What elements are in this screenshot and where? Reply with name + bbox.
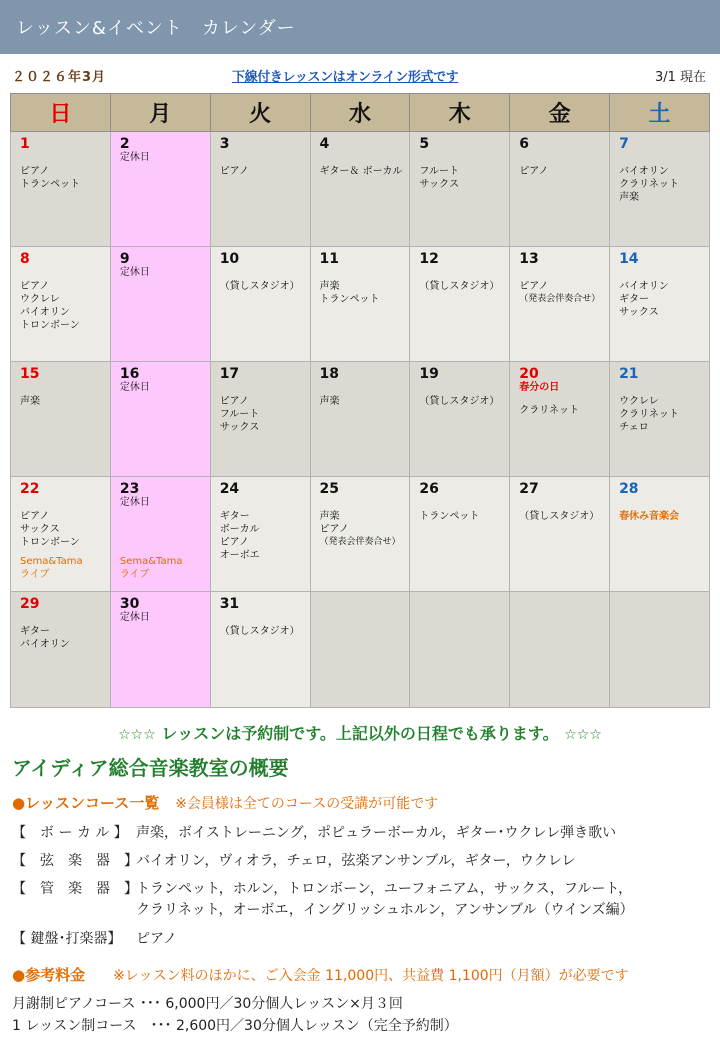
day-events: ピアノ サックス トロンボーン [20, 511, 80, 548]
course-category: 【 ボ ー カ ル 】 [12, 825, 128, 841]
day-cell[interactable] [11, 247, 111, 362]
day-number: 17 [219, 366, 240, 382]
day-number: 19 [419, 366, 439, 382]
day-events: ギター バイオリン [20, 626, 70, 650]
day-number: 27 [519, 481, 539, 497]
day-number: 8 [20, 251, 30, 267]
day-cell[interactable] [110, 477, 210, 592]
day-number: 29 [20, 596, 40, 612]
day-number: 12 [419, 251, 439, 267]
fees-note: ※レッスン料のほかに、ご入会金 11,000円、共益費 1,100円（月額）が必要です [113, 968, 629, 984]
closed-label: 定休日 [119, 382, 150, 393]
closed-label: 定休日 [119, 612, 150, 623]
closed-label: 定休日 [119, 497, 150, 508]
online-note-link[interactable]: 下線付きレッスンはオンライン形式です [232, 70, 459, 85]
course-line [12, 822, 616, 842]
stars-right: ☆☆☆ [564, 727, 602, 743]
day-number: 4 [319, 136, 330, 152]
day-number: 6 [519, 136, 529, 152]
course-items: クラリネット，オーボエ，イングリッシュホルン，アンサンブル（ウインズ編） [136, 902, 634, 918]
day-events: （貸しスタジオ） [419, 281, 500, 292]
overview-title: アイディア総合音楽教室の概要 [12, 756, 289, 780]
day-events: 声楽 [319, 396, 340, 407]
day-cell[interactable] [210, 477, 310, 592]
day-number: 22 [20, 481, 40, 497]
as-of-date: 3/1 現在 [654, 70, 706, 85]
course-line [12, 850, 576, 870]
day-cell[interactable] [210, 362, 310, 477]
live-event-label: Sema&Tama ライブ [119, 556, 183, 580]
day-cell[interactable] [410, 362, 510, 477]
day-number: 13 [519, 251, 539, 267]
day-number: 26 [419, 481, 439, 497]
day-number: 23 [119, 481, 140, 497]
banner-text: レッスンは予約制です。上記以外の日程でも承ります。 [161, 724, 559, 743]
day-cell[interactable] [410, 132, 510, 247]
day-cell[interactable] [510, 132, 610, 247]
course-items: トランペット，ホルン，トロンボーン，ユーフォニアム，サックス，フルート， [136, 881, 633, 897]
day-events: （貸しスタジオ） [419, 396, 500, 407]
weekday-sun: 日 [11, 94, 111, 132]
day-cell[interactable] [110, 592, 210, 708]
fee-line: 1 レッスン制コース ･･･ 2,600円／30分個人レッスン（完全予約制） [12, 1018, 458, 1034]
day-cell[interactable] [210, 592, 310, 708]
course-category: 【 弦 楽 器 】 [12, 853, 138, 869]
day-number: 5 [419, 136, 430, 152]
course-category: 【 鍵盤･打楽器】 [12, 931, 122, 947]
day-sub-note: （発表会伴奏合せ） [319, 537, 401, 547]
day-cell[interactable] [11, 592, 111, 708]
day-cell[interactable] [310, 477, 410, 592]
empty-cell [610, 592, 710, 708]
day-events: フルート サックス [419, 166, 460, 190]
week-row [11, 362, 710, 477]
week-row [11, 132, 710, 247]
day-cell[interactable] [210, 132, 310, 247]
reservation-banner [0, 721, 720, 744]
day-number: 30 [119, 596, 140, 612]
course-items: 声楽，ボイストレーニング，ポピュラーボーカル，ギター･ウクレレ弾き歌い [136, 825, 617, 841]
closed-label: 定休日 [119, 152, 150, 163]
day-events: ギター ボーカル ピアノ オーボエ [219, 511, 260, 561]
day-events: ウクレレ クラリネット チェロ [619, 396, 679, 433]
course-line [12, 899, 634, 919]
day-number: 21 [619, 366, 639, 382]
day-cell[interactable] [11, 362, 111, 477]
day-events: ピアノ [219, 166, 249, 177]
weekday-wed: 水 [310, 94, 410, 132]
day-events: バイオリン クラリネット 声楽 [619, 166, 679, 203]
fees-heading-row [12, 964, 629, 985]
course-category: 【 管 楽 器 】 [12, 881, 138, 897]
day-sub-note: （発表会伴奏合せ） [519, 294, 601, 304]
day-number: 11 [319, 251, 340, 267]
weekday-header-row [11, 94, 710, 132]
day-number: 24 [219, 481, 240, 497]
day-events: ピアノ [519, 166, 549, 177]
weekday-fri: 金 [510, 94, 610, 132]
day-cell[interactable] [310, 132, 410, 247]
day-events: ピアノ [519, 281, 549, 292]
week-row [11, 247, 710, 362]
day-cell[interactable] [310, 362, 410, 477]
week-row [11, 592, 710, 708]
special-event-label: 春休み音楽会 [619, 511, 680, 522]
course-items: ピアノ [136, 931, 177, 947]
day-number: 14 [619, 251, 639, 267]
week-row [11, 477, 710, 592]
day-cell[interactable] [11, 132, 111, 247]
day-events: （貸しスタジオ） [219, 281, 300, 292]
day-number: 7 [619, 136, 629, 152]
day-cell[interactable] [610, 477, 710, 592]
day-cell[interactable] [11, 477, 111, 592]
weekday-mon: 月 [110, 94, 210, 132]
fee-line: 月謝制ピアノコース ･･･ 6,000円／30分個人レッスン×月３回 [12, 996, 403, 1012]
day-cell[interactable] [110, 132, 210, 247]
empty-cell [410, 592, 510, 708]
day-cell[interactable] [610, 132, 710, 247]
day-events: バイオリン ギター サックス [619, 281, 669, 318]
day-number: 3 [219, 136, 230, 152]
day-events: ピアノ トランペット [20, 166, 80, 190]
day-events: 声楽 ピアノ [319, 511, 349, 535]
holiday-label: 春分の日 [519, 382, 560, 393]
day-cell[interactable] [610, 362, 710, 477]
day-cell[interactable] [510, 362, 610, 477]
day-cell[interactable] [510, 247, 610, 362]
weekday-sat: 土 [610, 94, 710, 132]
day-cell[interactable] [210, 247, 310, 362]
day-cell[interactable] [610, 247, 710, 362]
day-events: 声楽 トランペット [319, 281, 380, 305]
day-number: 28 [619, 481, 639, 497]
day-events: 声楽 [20, 396, 40, 407]
course-line [12, 878, 632, 898]
page-title: レッスン&イベント カレンダー [16, 18, 296, 39]
day-events: トランペット [419, 511, 480, 522]
stars-left: ☆☆☆ [118, 727, 156, 743]
day-cell[interactable] [410, 247, 510, 362]
live-event-label: Sema&Tama ライブ [20, 556, 83, 580]
day-cell[interactable] [110, 362, 210, 477]
day-events: ピアノ ウクレレ バイオリン トロンボーン [20, 281, 80, 331]
day-cell[interactable] [510, 477, 610, 592]
weekday-thu: 木 [410, 94, 510, 132]
day-number: 10 [219, 251, 240, 267]
empty-cell [310, 592, 410, 708]
day-number: 2 [119, 136, 130, 152]
day-cell[interactable] [410, 477, 510, 592]
day-number: 1 [20, 136, 30, 152]
day-events: ギター＆ ボーカル [319, 166, 403, 177]
courses-heading: ●レッスンコース一覧 [12, 794, 160, 812]
day-number: 20 [519, 366, 539, 382]
day-number: 9 [119, 251, 130, 267]
day-number: 15 [20, 366, 40, 382]
day-events: （貸しスタジオ） [219, 626, 300, 637]
fees-heading: ●参考料金 [12, 966, 86, 984]
day-cell[interactable] [110, 247, 210, 362]
day-events: （貸しスタジオ） [519, 511, 600, 522]
course-items: バイオリン，ヴィオラ，チェロ，弦楽アンサンブル，ギター，ウクレレ [136, 853, 576, 869]
course-line [12, 928, 177, 948]
calendar-subheader [0, 64, 720, 86]
empty-cell [510, 592, 610, 708]
weekday-tue: 火 [210, 94, 310, 132]
day-number: 16 [119, 366, 140, 382]
day-number: 31 [219, 596, 240, 612]
day-number: 25 [319, 481, 340, 497]
title-bar [0, 0, 720, 54]
courses-note: ※会員様は全てのコースの受講が可能です [175, 796, 439, 812]
day-cell[interactable] [310, 247, 410, 362]
month-label: ２０２６年3月 [12, 70, 107, 85]
day-number: 18 [319, 366, 340, 382]
closed-label: 定休日 [119, 267, 150, 278]
courses-heading-row [12, 792, 438, 813]
day-events: クラリネット [519, 405, 580, 416]
day-events: ピアノ フルート サックス [219, 396, 260, 433]
calendar-grid [10, 93, 710, 708]
